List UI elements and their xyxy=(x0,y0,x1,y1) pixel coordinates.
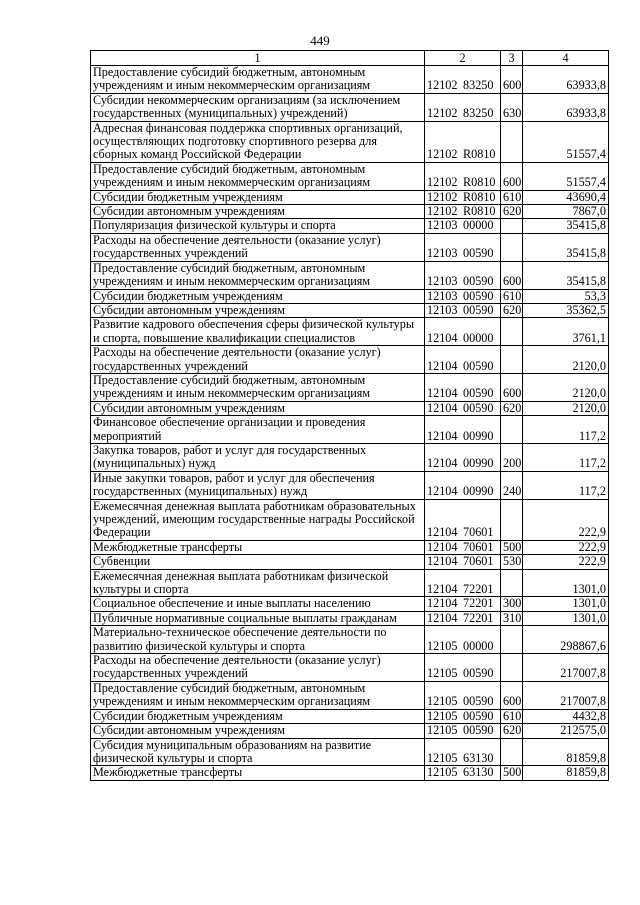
row-code xyxy=(425,555,501,569)
row-code-program: 12104 xyxy=(427,456,458,471)
row-amount: 1301,0 xyxy=(523,569,609,597)
row-code-direction: 72201 xyxy=(463,596,494,611)
row-code xyxy=(425,416,501,444)
row-amount: 35362,5 xyxy=(523,303,609,317)
table-row xyxy=(91,681,609,709)
row-expense-type: 600 xyxy=(501,66,523,94)
row-code xyxy=(425,611,501,625)
row-name: Иные закупки товаров, работ и услуг для обеспечения государственных (муниципальных) нужд xyxy=(91,471,425,499)
row-name: Предоставление субсидий бюджетным, автономным учреждениям и иным некоммерческим организациям xyxy=(91,162,425,190)
row-code-direction: 72201 xyxy=(463,610,494,625)
row-code-program: 12102 xyxy=(427,106,458,121)
row-expense-type: 620 xyxy=(501,401,523,415)
row-code-direction: 00590 xyxy=(463,400,494,415)
row-code-program: 12103 xyxy=(427,274,458,289)
row-name: Ежемесячная денежная выплата работникам образовательных учреждений, имеющим государственные награды Российской Федерации xyxy=(91,499,425,540)
row-code-direction: R0810 xyxy=(463,175,496,190)
header-row xyxy=(91,51,609,66)
row-code xyxy=(425,654,501,682)
row-name: Адресная финансовая поддержка спортивных организаций, осуществляющих подготовку спортивного резерва для сборных команд Российской Федерации xyxy=(91,121,425,162)
table-row xyxy=(91,318,609,346)
row-expense-type xyxy=(501,738,523,766)
table-row xyxy=(91,346,609,374)
table-row xyxy=(91,233,609,261)
table-row xyxy=(91,499,609,540)
row-expense-type: 300 xyxy=(501,597,523,611)
row-code-program: 12105 xyxy=(427,638,458,653)
row-amount: 217007,8 xyxy=(523,654,609,682)
row-code-direction: 72201 xyxy=(463,582,494,597)
row-name: Расходы на обеспечение деятельности (оказание услуг) государственных учреждений xyxy=(91,654,425,682)
row-name: Субсидии автономным учреждениям xyxy=(91,303,425,317)
row-name: Расходы на обеспечение деятельности (оказание услуг) государственных учреждений xyxy=(91,346,425,374)
row-code-program: 12102 xyxy=(427,189,458,204)
row-code xyxy=(425,724,501,738)
table-row xyxy=(91,654,609,682)
row-expense-type: 600 xyxy=(501,261,523,289)
row-name: Субсидии автономным учреждениям xyxy=(91,724,425,738)
row-amount: 81859,8 xyxy=(523,766,609,780)
table-row xyxy=(91,121,609,162)
row-expense-type: 610 xyxy=(501,190,523,204)
row-name: Субсидии бюджетным учреждениям xyxy=(91,190,425,204)
row-code-direction: 00590 xyxy=(463,708,494,723)
row-expense-type: 620 xyxy=(501,724,523,738)
row-code-direction: 83250 xyxy=(463,106,494,121)
row-code xyxy=(425,738,501,766)
row-amount: 2120,0 xyxy=(523,373,609,401)
table-row xyxy=(91,205,609,219)
row-expense-type xyxy=(501,654,523,682)
table-row xyxy=(91,303,609,317)
row-amount: 63933,8 xyxy=(523,93,609,121)
table-row xyxy=(91,724,609,738)
row-amount: 217007,8 xyxy=(523,681,609,709)
row-amount: 298867,6 xyxy=(523,626,609,654)
row-code-program: 12104 xyxy=(427,400,458,415)
table-row xyxy=(91,597,609,611)
row-code-direction: R0810 xyxy=(463,204,496,219)
row-code xyxy=(425,373,501,401)
row-code-direction: 70601 xyxy=(463,539,494,554)
row-name: Закупка товаров, работ и услуг для государственных (муниципальных) нужд xyxy=(91,443,425,471)
row-amount: 222,9 xyxy=(523,540,609,554)
row-code-program: 12104 xyxy=(427,554,458,569)
row-code-program: 12103 xyxy=(427,246,458,261)
row-code xyxy=(425,318,501,346)
row-expense-type: 600 xyxy=(501,373,523,401)
row-name: Предоставление субсидий бюджетным, автономным учреждениям и иным некоммерческим организациям xyxy=(91,681,425,709)
row-expense-type: 500 xyxy=(501,766,523,780)
row-amount: 4432,8 xyxy=(523,709,609,723)
row-amount: 1301,0 xyxy=(523,597,609,611)
row-name: Предоставление субсидий бюджетным, автономным учреждениям и иным некоммерческим организациям xyxy=(91,373,425,401)
row-code-direction: 00000 xyxy=(463,638,494,653)
row-code-program: 12102 xyxy=(427,175,458,190)
row-name: Субвенции xyxy=(91,555,425,569)
row-code xyxy=(425,471,501,499)
row-code-direction: 00590 xyxy=(463,246,494,261)
row-name: Развитие кадрового обеспечения сферы физической культуры и спорта, повышение квалификации специалистов xyxy=(91,318,425,346)
row-expense-type xyxy=(501,219,523,233)
row-expense-type xyxy=(501,569,523,597)
row-name: Субсидии бюджетным учреждениям xyxy=(91,709,425,723)
row-name: Предоставление субсидий бюджетным, автономным учреждениям и иным некоммерческим организациям xyxy=(91,66,425,94)
row-code-program: 12104 xyxy=(427,358,458,373)
table-row xyxy=(91,416,609,444)
row-code-program: 12105 xyxy=(427,750,458,765)
row-code xyxy=(425,303,501,317)
row-amount: 212575,0 xyxy=(523,724,609,738)
row-expense-type: 310 xyxy=(501,611,523,625)
row-code-program: 12102 xyxy=(427,147,458,162)
row-amount: 51557,4 xyxy=(523,162,609,190)
row-expense-type xyxy=(501,318,523,346)
row-amount: 3761,1 xyxy=(523,318,609,346)
table-row xyxy=(91,766,609,780)
row-expense-type: 620 xyxy=(501,205,523,219)
row-name: Социальное обеспечение и иные выплаты населению xyxy=(91,597,425,611)
row-amount: 81859,8 xyxy=(523,738,609,766)
row-code-direction: 00000 xyxy=(463,218,494,233)
row-code-direction: 00590 xyxy=(463,274,494,289)
row-code xyxy=(425,219,501,233)
row-code xyxy=(425,190,501,204)
row-code xyxy=(425,289,501,303)
table-row xyxy=(91,261,609,289)
row-code xyxy=(425,766,501,780)
table-row xyxy=(91,626,609,654)
row-code xyxy=(425,401,501,415)
row-amount: 35415,8 xyxy=(523,261,609,289)
row-expense-type xyxy=(501,416,523,444)
row-code xyxy=(425,66,501,94)
row-code xyxy=(425,162,501,190)
header-col-3: 3 xyxy=(501,51,523,66)
row-code-direction: 00590 xyxy=(463,302,494,317)
row-code xyxy=(425,626,501,654)
row-code-direction: 70601 xyxy=(463,525,494,540)
row-amount: 2120,0 xyxy=(523,346,609,374)
row-expense-type: 610 xyxy=(501,709,523,723)
header-col-1: 1 xyxy=(91,51,425,66)
row-amount: 35415,8 xyxy=(523,233,609,261)
row-amount: 1301,0 xyxy=(523,611,609,625)
row-code-direction: 00590 xyxy=(463,358,494,373)
row-expense-type xyxy=(501,233,523,261)
row-code-program: 12105 xyxy=(427,694,458,709)
row-code-program: 12104 xyxy=(427,428,458,443)
row-code xyxy=(425,443,501,471)
table-row xyxy=(91,443,609,471)
row-expense-type: 530 xyxy=(501,555,523,569)
row-name: Финансовое обеспечение организации и проведения мероприятий xyxy=(91,416,425,444)
row-expense-type: 630 xyxy=(501,93,523,121)
row-expense-type: 200 xyxy=(501,443,523,471)
table-row xyxy=(91,471,609,499)
row-code xyxy=(425,233,501,261)
row-code xyxy=(425,261,501,289)
row-code-direction: R0810 xyxy=(463,147,496,162)
row-code-program: 12102 xyxy=(427,204,458,219)
row-expense-type: 600 xyxy=(501,681,523,709)
row-expense-type: 610 xyxy=(501,289,523,303)
row-name: Субсидия муниципальным образованиям на развитие физической культуры и спорта xyxy=(91,738,425,766)
row-code-program: 12104 xyxy=(427,330,458,345)
row-name: Популяризация физической культуры и спорта xyxy=(91,219,425,233)
row-name: Субсидии некоммерческим организациям (за исключением государственных (муниципальных) учреждений) xyxy=(91,93,425,121)
row-code xyxy=(425,597,501,611)
table-row xyxy=(91,709,609,723)
row-name: Публичные нормативные социальные выплаты гражданам xyxy=(91,611,425,625)
row-code-program: 12103 xyxy=(427,302,458,317)
row-amount: 7867,0 xyxy=(523,205,609,219)
table-row xyxy=(91,373,609,401)
row-name: Материально-техническое обеспечение деятельности по развитию физической культуры и спорта xyxy=(91,626,425,654)
row-code-program: 12103 xyxy=(427,288,458,303)
row-name: Субсидии автономным учреждениям xyxy=(91,205,425,219)
row-name: Расходы на обеспечение деятельности (оказание услуг) государственных учреждений xyxy=(91,233,425,261)
row-code-direction: R0810 xyxy=(463,189,496,204)
row-amount: 53,3 xyxy=(523,289,609,303)
row-expense-type: 600 xyxy=(501,162,523,190)
table-row xyxy=(91,219,609,233)
row-amount: 222,9 xyxy=(523,555,609,569)
row-code xyxy=(425,93,501,121)
row-code-direction: 00000 xyxy=(463,330,494,345)
row-name: Субсидии автономным учреждениям xyxy=(91,401,425,415)
row-code-direction: 00590 xyxy=(463,288,494,303)
row-name: Субсидии бюджетным учреждениям xyxy=(91,289,425,303)
row-code-program: 12104 xyxy=(427,610,458,625)
row-code xyxy=(425,346,501,374)
row-code-direction: 00590 xyxy=(463,694,494,709)
row-amount: 222,9 xyxy=(523,499,609,540)
row-name: Предоставление субсидий бюджетным, автономным учреждениям и иным некоммерческим организациям xyxy=(91,261,425,289)
table-row xyxy=(91,162,609,190)
row-code xyxy=(425,499,501,540)
header-col-4: 4 xyxy=(523,51,609,66)
table-header xyxy=(91,51,609,66)
page-number: 449 xyxy=(310,33,330,48)
row-amount: 51557,4 xyxy=(523,121,609,162)
row-code-program: 12104 xyxy=(427,386,458,401)
row-amount: 117,2 xyxy=(523,471,609,499)
table-row xyxy=(91,93,609,121)
row-code-direction: 63130 xyxy=(463,750,494,765)
row-code-program: 12105 xyxy=(427,666,458,681)
row-code-direction: 00990 xyxy=(463,456,494,471)
row-code-program: 12102 xyxy=(427,78,458,93)
table-body xyxy=(91,66,609,781)
row-name: Межбюджетные трансферты xyxy=(91,540,425,554)
row-expense-type xyxy=(501,121,523,162)
row-code-direction: 63130 xyxy=(463,765,494,780)
row-code-program: 12103 xyxy=(427,218,458,233)
row-expense-type: 620 xyxy=(501,303,523,317)
row-code xyxy=(425,569,501,597)
row-code xyxy=(425,121,501,162)
row-name: Ежемесячная денежная выплата работникам физической культуры и спорта xyxy=(91,569,425,597)
table-row xyxy=(91,66,609,94)
row-code-program: 12105 xyxy=(427,708,458,723)
row-code-direction: 00590 xyxy=(463,723,494,738)
row-amount: 117,2 xyxy=(523,416,609,444)
row-expense-type: 500 xyxy=(501,540,523,554)
row-code-direction: 00590 xyxy=(463,386,494,401)
budget-table xyxy=(90,50,609,781)
table-row xyxy=(91,738,609,766)
table-row xyxy=(91,190,609,204)
row-code-direction: 00590 xyxy=(463,666,494,681)
row-code-program: 12104 xyxy=(427,484,458,499)
header-col-2: 2 xyxy=(425,51,501,66)
row-expense-type xyxy=(501,499,523,540)
row-code-program: 12104 xyxy=(427,596,458,611)
row-code-program: 12104 xyxy=(427,582,458,597)
row-code-program: 12104 xyxy=(427,539,458,554)
row-expense-type xyxy=(501,346,523,374)
row-code xyxy=(425,540,501,554)
row-code-direction: 00990 xyxy=(463,428,494,443)
table-row xyxy=(91,540,609,554)
table-row xyxy=(91,401,609,415)
row-amount: 63933,8 xyxy=(523,66,609,94)
row-code xyxy=(425,681,501,709)
row-amount: 117,2 xyxy=(523,443,609,471)
table-row xyxy=(91,611,609,625)
row-expense-type: 240 xyxy=(501,471,523,499)
row-amount: 43690,4 xyxy=(523,190,609,204)
row-name: Межбюджетные трансферты xyxy=(91,766,425,780)
row-code-program: 12105 xyxy=(427,765,458,780)
row-code-direction: 83250 xyxy=(463,78,494,93)
row-code-direction: 70601 xyxy=(463,554,494,569)
row-expense-type xyxy=(501,626,523,654)
table-row xyxy=(91,289,609,303)
table-row xyxy=(91,569,609,597)
row-code-direction: 00990 xyxy=(463,484,494,499)
table-row xyxy=(91,555,609,569)
row-amount: 35415,8 xyxy=(523,219,609,233)
row-code xyxy=(425,205,501,219)
row-code xyxy=(425,709,501,723)
row-code-program: 12105 xyxy=(427,723,458,738)
row-code-program: 12104 xyxy=(427,525,458,540)
row-amount: 2120,0 xyxy=(523,401,609,415)
